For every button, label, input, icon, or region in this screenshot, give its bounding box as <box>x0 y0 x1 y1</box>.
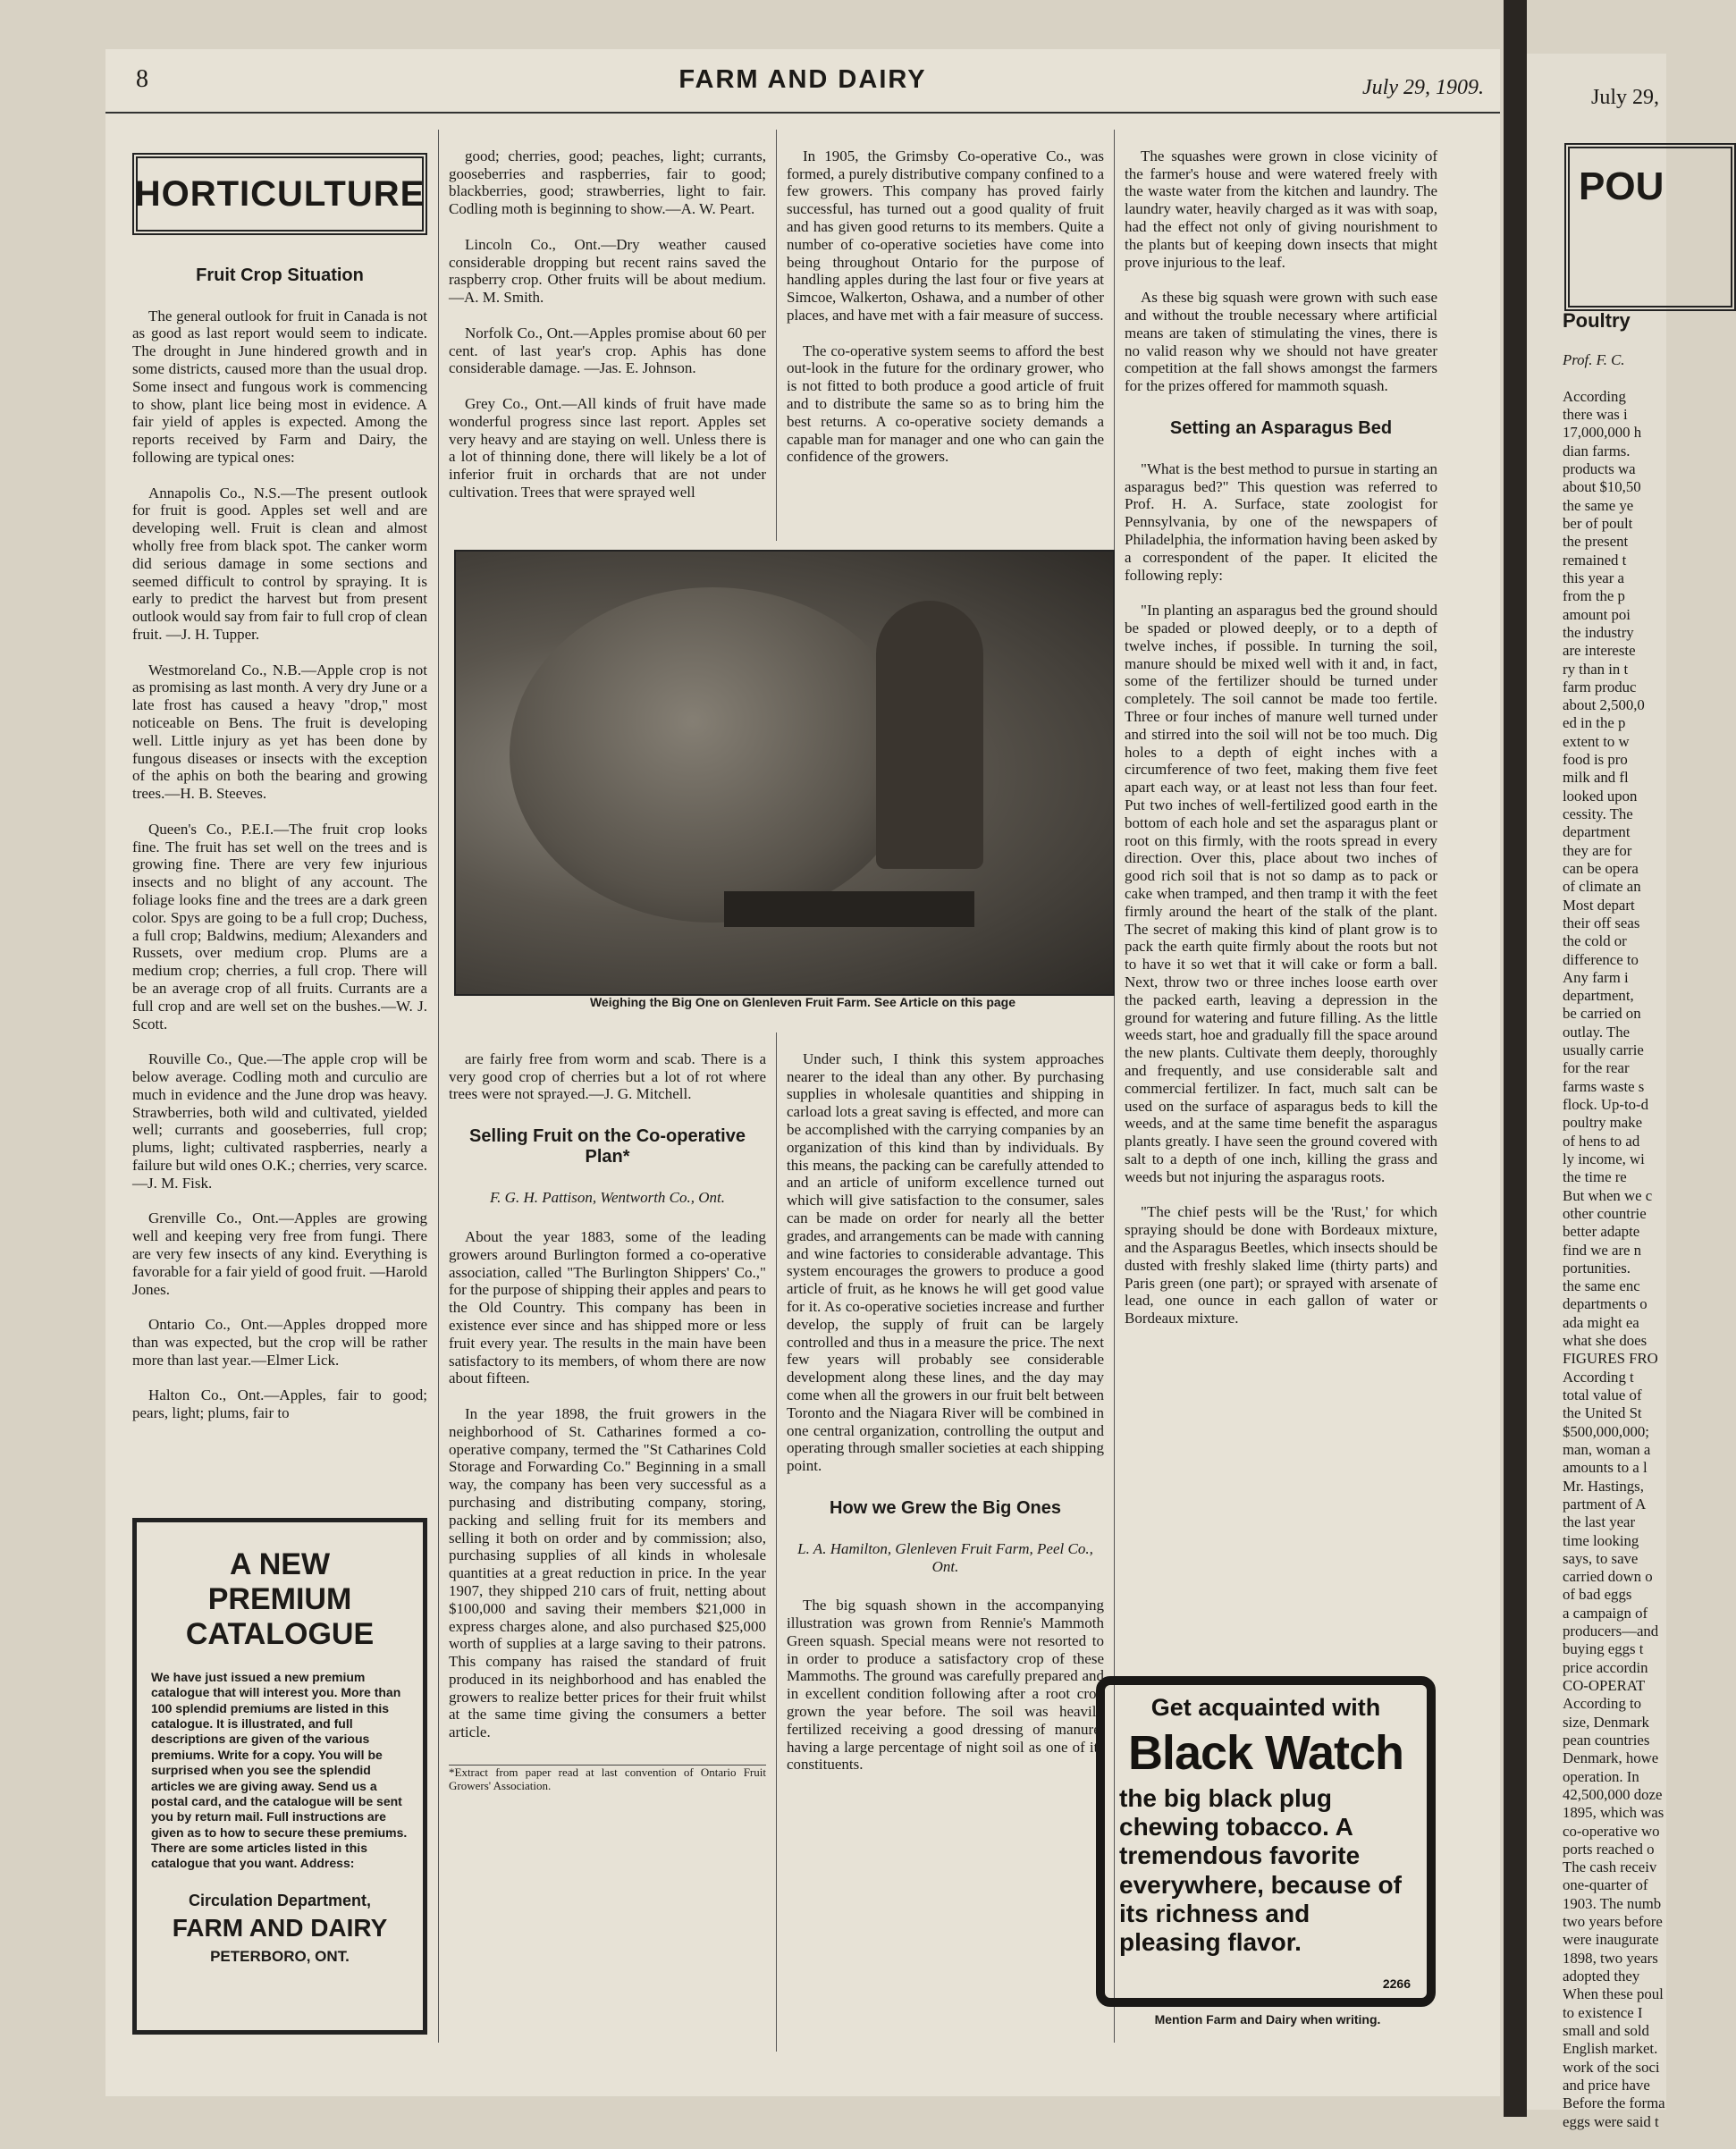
section-banner: HORTICULTURE <box>132 153 427 235</box>
page-gutter <box>1504 0 1527 2117</box>
column-4 <box>1125 130 1437 1649</box>
newspaper-page <box>105 49 1500 2096</box>
next-article-title: Poultry <box>1563 309 1631 333</box>
paragraph: The co-operative system seems to afford the best out-look in the future for the ordinary grower, who is not fitted to both produce a good article of fruit and to distribute the same so as to bring him the best returns. A co-operative society demands a capable man for manager and one who can gain the confidence of the growers. <box>787 341 1104 466</box>
byline: L. A. Hamilton, Glenleven Fruit Farm, Peel Co., Ont. <box>797 1539 1093 1575</box>
paragraph: are fairly free from worm and scab. There is a very good crop of cherries but a lot of rot where trees were not sprayed.—J. G. Mitchell. <box>449 1049 766 1103</box>
paragraph: In 1905, the Grimsby Co-operative Co., was formed, a purely distributive company confined to a few growers. This company has proved fairly successful, has turned out a good quality of fruit and has given good returns to its members. Quite a number of co-operative societies have come into being throughout Ontario for the purpose of handling apples during the last four or five years at Simcoe, Walkerton, Oshawa, and a number of other places, and have met with a fair measure of success. <box>787 147 1104 324</box>
paragraph: "In planting an asparagus bed the ground should be spaded or plowed deeply, or to a depth of twelve inches, if possible. In turning the soil, manure should be mixed well with it and, in fact, some of the fertilizer should be turned under completely. The soil cannot be made too fertile. Three or four inches of manure well turned under and stirred into the soil will not be too much. Dig holes to a depth of eight inches with a circumference of two feet, making them five feet apart each way, or at least not less than four feet. Put two inches of well-fertilized good earth in the bottom of each hole and set the asparagus plant or root on this firmly, with the roots spread in every direction. Over this, place about two inches of good rich soil that is not so damp as to pack or cake when tramped, and then tramp it with the feet firmly around the heart of the stalk of the plant. The secret of making this kind of plant grow is to pack the earth quite firmly about the roots but not to have it so wet that it will cake or form a ball. Next, throw two or three inches loose earth over the packed earth, leaving a depression in the ground for watering and future filling. As the little weeds start, hoe and gradually fill the space around the new plants. Cultivate them deeply, thoroughly and frequently, and use considerable salt and commercial fertilizer. In fact, much salt can be used on the surface of asparagus beds to kill the weeds, and at the same time benefit the asparagus plants greatly. I have seen the ground covered with salt to a depth of one inch, killing the grass and weeds but not injuring the asparagus roots. <box>1125 602 1437 1185</box>
article-title: Setting an Asparagus Bed <box>1169 417 1393 438</box>
issue-date: July 29, 1909. <box>1362 76 1484 99</box>
paragraph: Grenville Co., Ont.—Apples are growing well and keeping very free from fungi. There are very few insects of any kind. Everything is favorable for a fair yield of good fruit. —Harold Jones. <box>132 1209 427 1298</box>
black-watch-ad <box>1096 1676 1436 2007</box>
page-number: 8 <box>136 65 148 93</box>
premium-catalogue-ad <box>132 1518 427 2035</box>
ad-description: the big black plug chewing tobacco. A tremendous favorite everywhere, because of its richness and pleasing flavor. <box>1119 1784 1402 1956</box>
ad-paper-name: FARM AND DAIRY <box>172 1913 388 1942</box>
paragraph: good; cherries, good; peaches, light; currants, gooseberries and raspberries, fair to good; blackberries, good; strawberries, light to fair. Codling moth is beginning to show.—A. W. Peart. <box>449 147 766 218</box>
paragraph: Norfolk Co., Ont.—Apples promise about 60 per cent. of last year's crop. Aphis has done considerable damage. —Jas. E. Johnson. <box>449 324 766 377</box>
next-page-fragment <box>1527 54 1666 2130</box>
paragraph: In the year 1898, the fruit growers in the neighborhood of St. Catharines formed a co-operative company, termed the "St Catharines Cold Storage and Forwarding Co." Beginning in a small way, the company has been very successful as a purchasing and distributing company, storing, packing and selling fruit for its members and selling it both on order and by commission; also, purchasing supplies of all kinds in wholesale quantities at a great reduction in price. In the year 1907, they shipped 210 cars of fruit, netting about $100,000 and saving their members $21,000 in express charges alone, and also purchased $25,000 worth of supplies at a large saving to their patrons. This company has raised the standard of fruit produced in its neighborhood and has enabled the growers to realize better prices for their fruit whilst at the same time giving the consumers a better article. <box>449 1404 766 1741</box>
paragraph: The general outlook for fruit in Canada is not as good as last report would seem to indicate. The drought in June hindered growth and in some districts, caused more than the usual drop. Some insect and fungous work is commencing to show, plant lice being most in evidence. A fair yield of apples is expected. Among the reports received by Farm and Dairy, the following are typical ones: <box>132 307 427 467</box>
ad-department: Circulation Department, <box>188 1891 372 1909</box>
squash-photo <box>454 550 1115 996</box>
paragraph: The big squash shown in the accompanying illustration was grown from Rennie's Mammoth Green squash. Special means were not resorted to in order to produce a satisfactory crop of these Mammoths. The ground was carefully prepared and in excellent condition following after a root crop grown the year before. The soil was heavily fertilized receiving a good dressing of manure, having a large percentage of night soil as one of its constituents. <box>787 1597 1104 1774</box>
column-2-bottom <box>449 1032 766 2052</box>
paragraph: Ontario Co., Ont.—Apples dropped more than was expected, but the crop will be rather more than last year.—Elmer Lick. <box>132 1316 427 1369</box>
ad-heading: PREMIUM CATALOGUE <box>185 1582 375 1651</box>
next-section-banner: POU <box>1564 143 1736 311</box>
article-title: How we Grew the Big Ones <box>830 1497 1061 1518</box>
column-rule <box>438 130 439 2043</box>
paragraph: "The chief pests will be the 'Rust,' for which spraying should be done with Bordeaux mixture, and the Asparagus Beetles, which insects should be dusted with freshly slaked lime (thirty parts) and Paris green (one part); or sprayed with arsenate of lead, one ounce in each gallon of water or Bordeaux mixture. <box>1125 1203 1437 1327</box>
ad-place: PETERBORO, ONT. <box>210 1947 350 1965</box>
next-page-column <box>1563 291 1670 2149</box>
column-2-top <box>449 130 766 541</box>
page-header <box>105 58 1500 114</box>
paragraph: Halton Co., Ont.—Apples, fair to good; pears, light; plums, fair to <box>132 1386 427 1422</box>
column-3-bottom <box>787 1032 1104 2052</box>
next-page-date: July 29, <box>1591 86 1660 109</box>
paragraph: As these big squash were grown with such ease and without the trouble necessary where artificial means are taken of stimulating the vines, there is no valid reason why we should not have greater competition at the fall shows amongst the farmers for the prizes offered for mammoth squash. <box>1125 289 1437 395</box>
paragraph: "What is the best method to pursue in starting an asparagus bed?" This question was referred to Prof. H. A. Surface, state zoologist for Pennsylvania, by one of the newspapers of Philadelphia, the information having been asked by a correspondent of the paper. It elicited the following reply: <box>1125 459 1437 584</box>
article-title: Selling Fruit on the Co-operative Plan* <box>469 1125 746 1167</box>
photo-caption: Weighing the Big One on Glenleven Fruit Farm. See Article on this page <box>589 995 1016 1009</box>
next-byline: Prof. F. C. <box>1563 351 1625 369</box>
column-rule <box>776 130 777 541</box>
column-3-top <box>787 130 1104 541</box>
ad-mention: Mention Farm and Dairy when writing. <box>1154 2012 1381 2027</box>
paragraph: Westmoreland Co., N.B.—Apple crop is not as promising as last month. A very dry June or a late frost has caused a heavy "drop," most noticeable on Bens. The fruit is developing well. Little injury as yet has been done by fungous diseases or insects with the exception of the aphis on both the bearing and growing trees.—H. B. Steeves. <box>132 661 427 803</box>
article-title: Fruit Crop Situation <box>196 265 364 285</box>
paragraph: Rouville Co., Que.—The apple crop will be below average. Codling moth and curculio are much in evidence and the June drop was heavy. Strawberries, both wild and cultivated, yielded well; currants and gooseberries, full crop; plums, light; cultivated raspberries, nearly a failure but wild ones O.K.; cherries, very scarce.—J. M. Fisk. <box>132 1050 427 1192</box>
ad-number: 2266 <box>1382 1976 1411 1991</box>
weighing-scale <box>724 891 974 927</box>
paragraph: The squashes were grown in close vicinity of the farmer's house and were watered freely with the waste water from the kitchen and laundry. The laundry water, heavily charged as it was with soap, had the effect not only of giving nourishment to the plants but of keeping down insects that might prove injurious to the leaf. <box>1125 147 1437 271</box>
boy-figure <box>876 601 983 869</box>
paragraph: Lincoln Co., Ont.—Dry weather caused considerable dropping but recent rains saved the raspberry crop. Other fruits will be about medium. —A. M. Smith. <box>449 235 766 307</box>
footnote: *Extract from paper read at last convention of Ontario Fruit Growers' Association. <box>449 1765 766 1793</box>
squash-image <box>510 587 916 923</box>
column-rule <box>776 1032 777 2052</box>
ad-heading: A NEW <box>229 1547 331 1581</box>
paragraph: Queen's Co., P.E.I.—The fruit crop looks fine. The fruit has set well on the trees and is growing fine. There are very few injurious insects and no blight of any account. The foliage looks fine and the trees are a dark green color. Spys are going to be a full crop; Duchess, a full crop; Baldwins, medium; Alexanders and Russets, over medium crop. Plums are a medium crop; cherries, a full crop. There will be an average crop of all fruits. Currants are a full crop and are well set on the bushes.—W. J. Scott. <box>132 820 427 1032</box>
byline: F. G. H. Pattison, Wentworth Co., Ont. <box>489 1189 726 1207</box>
paragraph: Grey Co., Ont.—All kinds of fruit have made wonderful progress since last report. Apples set very heavy and are staying on well. Unless there is a lot of thinning done, there will likely be a lot of inferior fruit in orchards that are not under cultivation. Trees that were sprayed well <box>449 394 766 501</box>
next-text: According there was i 17,000,000 h dian farms. products wa about $10,50 the same ye ber of poult the present remained t this year a from the p amount poi the industry are intereste ry than in t farm produc about 2,500,0 ed in the p extent to w food is pro milk and fl looked upon cessity. The department they are for can be opera of climate an Most depart their off seas the cold or difference to Any farm i department, be carried on outlay. The usually carrie for the rear farms waste s flock. Up-to-d poultry make of hens to ad ly income, wi the time re But when we c other countrie better adapte find we are n portunities. the same enc departments o ada might ea what she does FIGURES FRO According t total value of the United St $500,000,000; man, woman a amounts to a l Mr. Hastings, partment of A the last year time looking says, to save carried down o of bad eggs a campaign of producers—and buying eggs t price accordin CO-OPERAT According to size, Denmark pean countries Denmark, howe operation. In 42,500,000 doze 1895, which was co-operative wo ports reached o The cash receiv one-quarter of 1903. The numb two years before were inaugurate 1898, two years adopted they When these poul to existence I small and sold English market. work of the soci and price have Before the forma eggs were said t <box>1563 387 1665 2130</box>
masthead: FARM AND DAIRY <box>678 65 927 94</box>
ad-brand: Black Watch <box>1127 1726 1404 1780</box>
ad-tagline: Get acquainted with <box>1150 1694 1381 1721</box>
paragraph: Under such, I think this system approaches nearer to the ideal than any other. By purchasing supplies in wholesale quantities and shipping in carload lots a great saving is effected, and more can be accomplished with the carrying companies by an organization of this kind than by individuals. By this means, the packing can be carefully attended to and an article of uniform excellence turned out which will give satisfaction to the consumer, sales can be made on order for nearly all the better grades, and arrangements can be made with canning and wine factories to considerable advantage. This system encourages the growers to produce a good article of fruit, as he knows he will get good value for it. As co-operative societies increase and further develop, the supply of fruit can be largely controlled and thus in a measure the price. The next few years will probably see considerable development along these lines, and the day may come when all the growers in our fruit belt between Toronto and the Niagara River will be combined in one central organization, controlling the output and operating through smaller societies at each shipping point. <box>787 1049 1104 1475</box>
paragraph: Annapolis Co., N.S.—The present outlook for fruit is good. Apples set well and are developing well. Fruit is clean and almost wholly free from black spot. The canker worm did serious damage in some sections and seemed difficult to control by spraying. It is early to predict the harvest but from present outlook would say from fair to full crop of clean fruit. —J. H. Tupper. <box>132 484 427 644</box>
paragraph: About the year 1883, some of the leading growers around Burlington formed a co-operative association, called "The Burlington Shippers' Co.," for the purpose of shipping their apples and pears to the Old Country. This company has been in existence ever since and has shipped more or less fruit every year. The results in the main have been satisfactory to its members, of whom there are now about fifteen. <box>449 1227 766 1387</box>
ad-body: We have just issued a new premium catalogue that will interest you. More than 100 splendid premiums are listed in this catalogue. It is illustrated, and full descriptions are given of the various premiums. Write for a copy. You will be surprised when you see the splendid articles we are giving away. Send us a postal card, and the catalogue will be sent you by return mail. Full instructions are given as to how to secure these premiums. There are some articles listed in this catalogue that you want. Address: <box>151 1670 408 1871</box>
column-1 <box>132 130 427 1502</box>
